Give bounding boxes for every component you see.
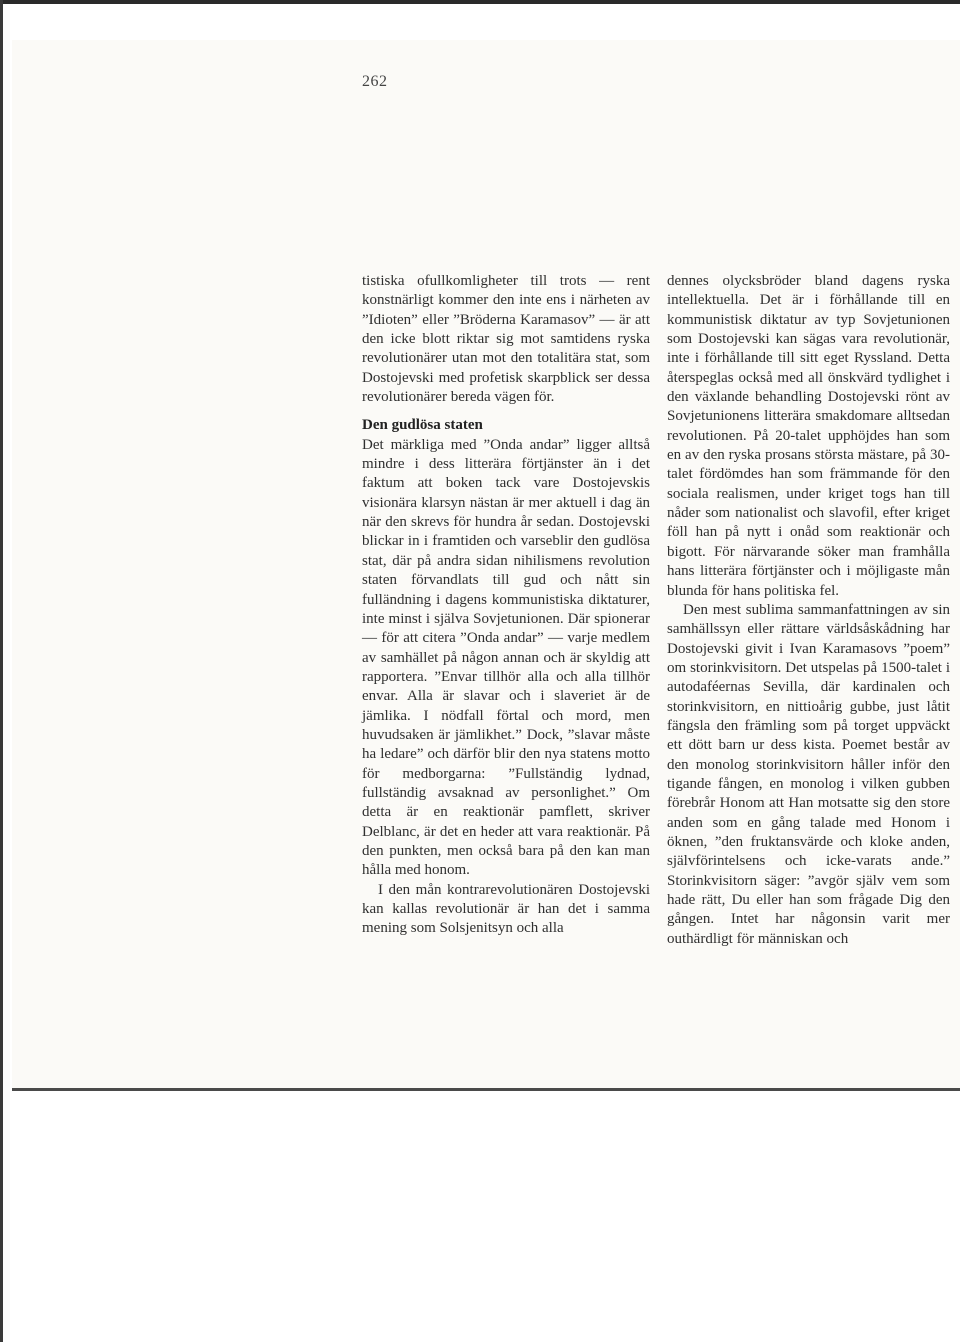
- main-paragraph: Det märkliga med ”Onda andar” ligger alltså mindre i dess litterära förtjänster än i det faktum att boken tack vare Dostojevskis visionära klarsyn nästan är mer aktuell i dag än när den skrevs för hundra år sedan. Dostojevski blickar in i framtiden och varseblir den gudlösa stat, där på andra sidan nihilismens revolution staten förvandlats till gud och nått sin fulländning i dagens kommunistiska diktaturer, inte minst i själva Sovjetunionen. Där spionerar — för att citera ”Onda andar” — varje medlem av samhället på någon annan och är skyldig att rapportera. ”Envar tillhör alla och alla tillhör envar. Alla är slavar och i slaveriet är de jämlika. I nödfall förtal och mord, men huvudsaken är jämlikhet.” Dock, ”slavar måste ha ledare” och därför blir den nya statens motto för medborgarna: ”Fullständig lydnad, fullständig avsaknad av personlighet.” Om detta är en reaktionär pamflett, skriver Delblanc, är det en heder att vara reaktionär. På den punkten, men också bara på den kan man hålla med honom.: [362, 436, 650, 879]
- left-column: [362, 272, 650, 939]
- scan-edge-top: [0, 0, 960, 4]
- right-column: [667, 272, 950, 949]
- scan-edge-left: [0, 0, 3, 1342]
- page-bottom-edge: [12, 1088, 960, 1091]
- continued-paragraph: dennes olycksbröder bland dagens ryska intellektuella. Det är i förhållande till en kommunistisk diktatur av typ Sovjetunionen som Dostojevski kan sägas vara revolutionär, inte i förhållande till sitt eget Ryssland. Detta återspeglas också med all önskvärd tydlighet i den växlande behandling Dostojevski rönt av Sovjetunionens litterära smakdomare alltsedan revolutionen. På 20-talet upphöjdes han som en av den ryska prosans största mästare, på 30-talet fördömdes han som främmande för den sociala realismen, under kriget togs han till nåder som nationalist och slavofil, efter kriget föll han på nytt i onåd som reaktionär och bigott. För närvarande söker man framhålla hans litterära förtjänster och i möjligaste mån blunda för hans politiska fel.: [667, 273, 950, 599]
- page-number: 262: [362, 73, 388, 90]
- next-paragraph: Den mest sublima sammanfattningen av sin samhällssyn eller rättare världsåskådning har Dostojevski givit i Ivan Karamasovs ”poem” om storinkvisitorn. Det utspelas på 1500-talet i autodaféernas Sevilla, där kardinalen och storinkvisitorn, en nittioårig gubbe, just låtit fängsla den främling som på torget uppväckt ett dött barn ur dess kista. Poemet består av den monolog storinkvisitorn håller inför den tigande fången, en monolog i vilken gubben förebrår Honom att Han motsatte sig den store anden som en gång talade med Honom i öknen, ”den fruktansvärde och kloke anden, självförintelsens och icke-varats ande.” Storinkvisitorn säger: ”avgör själv vem som hade rätt, Du eller han som frågade Dig den gången. Intet har någonsin varit mer outhärdligt för människan och: [667, 601, 950, 947]
- closing-paragraph: I den mån kontrarevolutionären Dostojevski kan kallas revolutionär är han det i samma mening som Solsjenitsyn och alla: [362, 881, 650, 937]
- section-heading: Den gudlösa staten: [362, 417, 483, 434]
- intro-paragraph: tistiska ofullkomligheter till trots — rent konstnärligt kommer den inte ens i närheten av ”Idioten” eller ”Bröderna Karamasov” — är att den icke blott riktar sig mot samtidens ryska revolutionärer utan mot den totalitära stat, som Dostojevski med profetisk skarpblick ser dessa revolutionärer bereda vägen för.: [362, 273, 650, 406]
